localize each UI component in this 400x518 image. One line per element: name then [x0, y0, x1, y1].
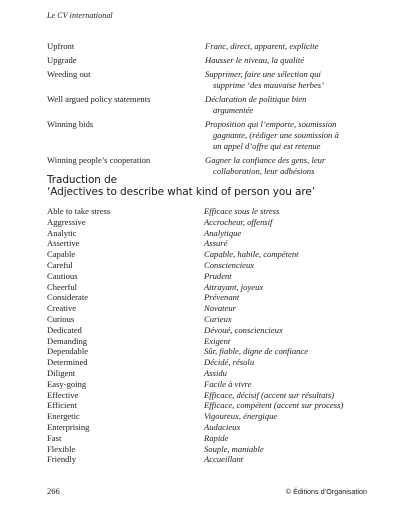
publisher-credit: © Éditions d’Organisation: [285, 487, 367, 496]
glossary-definition: [205, 55, 367, 66]
glossary-definition-line: supprime ‘des mauvaise herbes’: [213, 80, 324, 90]
adjective-french: Assidu: [204, 367, 227, 378]
glossary-definition-line: Déclaration de politique bien: [205, 94, 307, 104]
adjective-english: Capable: [47, 249, 76, 260]
adjective-french: Décidé, résolu: [204, 357, 255, 368]
glossary-definition: [205, 119, 367, 152]
page-number: 266: [47, 486, 60, 496]
adjective-french: Assuré: [204, 238, 228, 249]
adjective-row: [47, 217, 367, 228]
adjective-french: Accrocheur, offensif: [204, 216, 273, 227]
adjective-row: [47, 238, 367, 249]
adjective-row: [47, 444, 367, 455]
adjective-english: Flexible: [47, 443, 76, 454]
adjective-english: Curious: [47, 313, 75, 324]
adjective-french: Analytique: [204, 227, 242, 238]
adjective-row: [47, 228, 367, 239]
running-head: Le CV international: [47, 11, 113, 20]
adjective-english: Cautious: [47, 270, 78, 281]
adjective-french: Audacieux: [204, 421, 241, 432]
section-title: [47, 174, 377, 198]
adjective-french: Curieux: [204, 313, 232, 324]
adjective-english: Demanding: [47, 335, 88, 346]
adjective-french: Prévenant: [204, 292, 240, 303]
adjective-row: [47, 260, 367, 271]
glossary-definition: [205, 94, 367, 116]
adjective-french: Efficace, décisif (accent sur résultats): [204, 389, 335, 400]
adjective-row: [47, 400, 367, 411]
adjective-row: [47, 336, 367, 347]
glossary-row: [47, 119, 367, 152]
glossary-row: [47, 41, 367, 52]
adjective-english: Friendly: [47, 454, 77, 465]
adjective-row: [47, 357, 367, 368]
glossary-row: [47, 94, 367, 116]
adjective-row: [47, 368, 367, 379]
adjective-english: Dependable: [47, 346, 89, 357]
section-title-line-2: ‘Adjectives to describe what kind of person you are’: [47, 186, 315, 198]
adjective-french: Novateur: [204, 303, 236, 314]
adjective-french: Vigoureux, énergique: [204, 411, 278, 422]
adjectives-list: [47, 206, 367, 465]
adjective-english: Analytic: [47, 227, 77, 238]
adjective-french: Souple, maniable: [204, 443, 264, 454]
adjective-french: Consciencieux: [204, 259, 255, 270]
glossary-definition-line: collaboration, leur adhésions: [213, 166, 315, 176]
glossary-row: [47, 55, 367, 66]
glossary-term: Winning people’s cooperation: [47, 155, 151, 165]
adjective-english: Assertive: [47, 238, 80, 249]
glossary-definition-line: argumentée: [213, 105, 254, 115]
adjective-french: Facile à vivre: [204, 378, 252, 389]
adjective-english: Careful: [47, 259, 73, 270]
glossary-term: Weeding out: [47, 69, 91, 79]
glossary-definition-line: Gagner la confiance des gens, leur: [205, 155, 326, 165]
adjective-english: Cheerful: [47, 281, 78, 292]
adjective-row: [47, 271, 367, 282]
adjective-english: Easy-going: [47, 378, 87, 389]
adjective-row: [47, 303, 367, 314]
adjective-english: Aggressive: [47, 216, 86, 227]
adjective-french: Prudent: [204, 270, 232, 281]
glossary-definition-line: Hausser le niveau, la qualité: [205, 55, 305, 65]
adjective-english: Effective: [47, 389, 79, 400]
glossary-term: Upfront: [47, 41, 75, 51]
adjective-row: [47, 433, 367, 444]
glossary-definition-line: Franc, direct, apparent, explicite: [205, 41, 319, 51]
adjective-row: [47, 282, 367, 293]
adjective-english: Considerate: [47, 292, 89, 303]
glossary-term: Winning bids: [47, 119, 94, 129]
glossary-term: Well argued policy statements: [47, 94, 151, 104]
glossary-term: Upgrade: [47, 55, 77, 65]
adjective-english: Creative: [47, 303, 77, 314]
adjective-french: Capable, habile, compétent: [204, 249, 299, 260]
adjective-french: Dévoué, consciencieux: [204, 324, 283, 335]
adjective-english: Energetic: [47, 411, 80, 422]
glossary-row: [47, 69, 367, 91]
adjective-row: [47, 411, 367, 422]
adjective-row: [47, 379, 367, 390]
glossary-definition-line: Supprimer, faire une sélection qui: [205, 69, 321, 79]
adjective-french: Efficace, compétent (accent sur process): [204, 400, 344, 411]
adjective-english: Determined: [47, 357, 88, 368]
adjective-row: [47, 292, 367, 303]
glossary-definition-line: un appel d’offre qui est retenue: [213, 141, 321, 151]
glossary-definition: [205, 41, 367, 52]
glossary-definition: [205, 69, 367, 91]
adjective-french: Efficace sous le stress: [204, 206, 280, 216]
adjective-row: [47, 346, 367, 357]
glossary-definition-line: gagnante, (rédiger une soumission à: [213, 130, 339, 140]
adjective-row: [47, 325, 367, 336]
section-title-line-1: Traduction de: [47, 174, 117, 186]
glossary-definition-line: Proposition qui l’emporte, soumission: [205, 119, 337, 129]
adjective-row: [47, 249, 367, 260]
adjective-row: [47, 422, 367, 433]
adjective-english: Diligent: [47, 367, 76, 378]
adjective-english: Able to take stress: [47, 206, 111, 216]
glossary-list: [47, 41, 367, 177]
adjective-row: [47, 314, 367, 325]
adjective-row: [47, 206, 367, 217]
adjective-french: Rapide: [204, 432, 229, 443]
adjective-english: Enterprising: [47, 421, 90, 432]
adjective-row: [47, 454, 367, 465]
adjective-english: Efficient: [47, 400, 77, 411]
adjective-french: Sûr, fiable, digne de confiance: [204, 346, 309, 357]
adjective-english: Fast: [47, 432, 62, 443]
adjective-row: [47, 390, 367, 401]
adjective-french: Exigent: [204, 335, 231, 346]
adjective-french: Accueillant: [204, 454, 244, 465]
adjective-french: Attrayant, joyeux: [204, 281, 264, 292]
page-footer: [47, 486, 367, 496]
adjective-english: Dedicated: [47, 324, 82, 335]
